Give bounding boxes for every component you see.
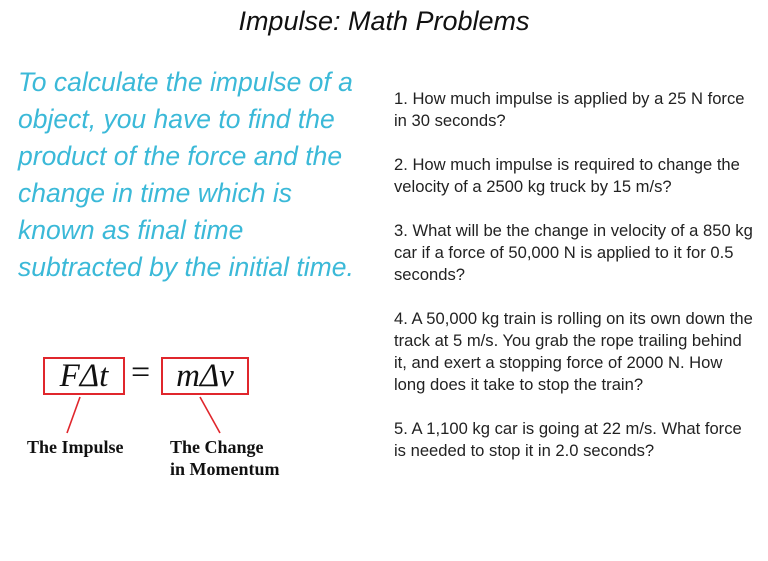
intro-text: To calculate the impulse of a object, you have to find the product of the force and the change in time which is known as final time subtracted by the initial time. (18, 67, 354, 282)
impulse-label: The Impulse (27, 437, 124, 457)
momentum-label (170, 436, 280, 480)
momentum-label-line2: in Momentum (170, 459, 280, 479)
momentum-label-line1: The Change (170, 437, 264, 457)
slide-title: Impulse: Math Problems (238, 6, 530, 36)
question-item: 3. What will be the change in velocity of a 850 kg car if a force of 50,000 N is applied to it for 0.5 seconds? (394, 221, 753, 284)
momentum-leader-line (200, 397, 220, 433)
question-item: 1. How much impulse is applied by a 25 N force in 30 seconds? (394, 89, 745, 130)
question-item: 2. How much impulse is required to change the velocity of a 2500 kg truck by 15 m/s? (394, 155, 740, 196)
question-item: 4. A 50,000 kg train is rolling on its own down the track at 5 m/s. You grab the rope trailing behind it, and exert a stopping force of 2000 N. How long does it take to stop the train? (394, 309, 753, 394)
question-item: 5. A 1,100 kg car is going at 22 m/s. What force is needed to stop it in 2.0 seconds? (394, 419, 742, 460)
equals-sign: = (131, 354, 151, 391)
impulse-leader-line (67, 397, 80, 433)
momentum-term: mΔv (176, 357, 234, 394)
impulse-term: FΔt (59, 357, 109, 394)
question-list (394, 88, 754, 484)
